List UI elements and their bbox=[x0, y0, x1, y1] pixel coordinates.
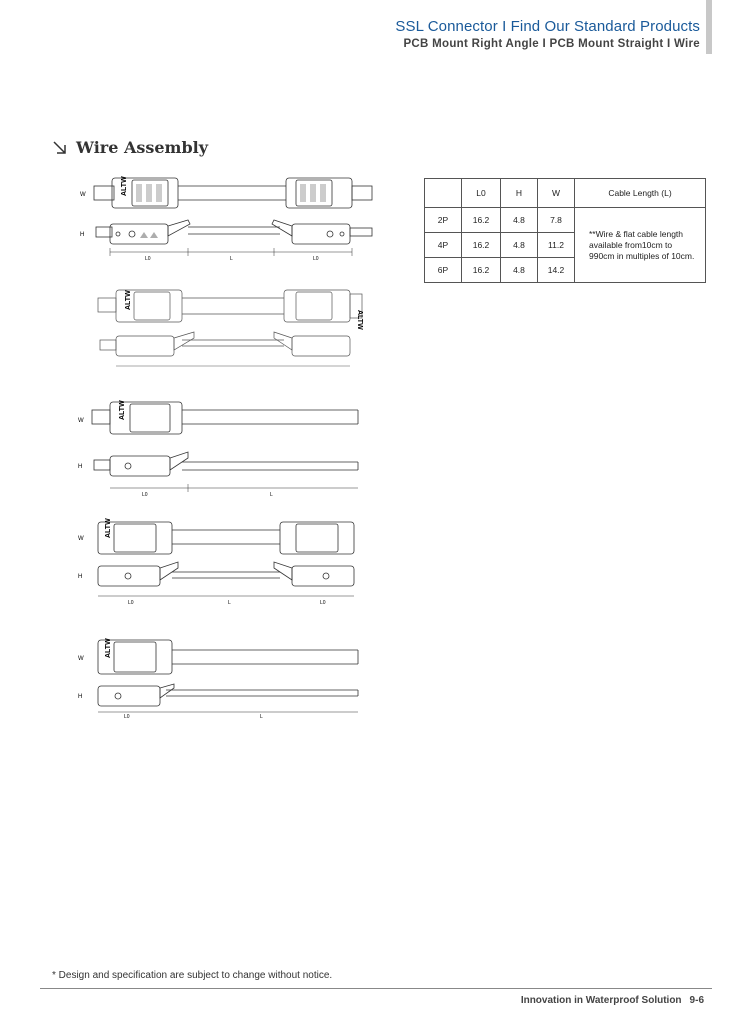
page-number: 9-6 bbox=[689, 995, 704, 1006]
dim-l-label: L bbox=[230, 256, 233, 262]
brand-mark-3: ALTW bbox=[125, 290, 132, 310]
table-row bbox=[425, 208, 706, 233]
section-title: Wire Assembly bbox=[76, 138, 209, 157]
brand-mark: ALTW bbox=[121, 176, 128, 196]
drawing-assembly-2 bbox=[70, 286, 390, 374]
table-header: L0 bbox=[462, 179, 501, 208]
dim-w-label-3: W bbox=[78, 418, 84, 424]
cell-type: 4P bbox=[425, 233, 462, 258]
dim-l0-label-5: L0 bbox=[320, 600, 326, 604]
dim-l0-label-3: L0 bbox=[142, 492, 148, 496]
dim-w-label-4: W bbox=[78, 536, 84, 542]
dim-w-label-5: W bbox=[78, 656, 84, 662]
footer-text: Innovation in Waterproof Solution bbox=[520, 995, 682, 1006]
cell-w: 11.2 bbox=[538, 233, 575, 258]
dim-w-label: W bbox=[80, 192, 86, 198]
cell-h: 4.8 bbox=[501, 208, 538, 233]
table-header: W bbox=[538, 179, 575, 208]
brand-mark-5: ALTW bbox=[105, 518, 112, 538]
dim-l0-label-4: L0 bbox=[128, 600, 134, 604]
table-header-row bbox=[425, 179, 706, 208]
footer bbox=[521, 995, 704, 1006]
cell-h: 4.8 bbox=[501, 233, 538, 258]
header-subtitle: PCB Mount Right Angle I PCB Mount Straight I Wire bbox=[403, 38, 700, 50]
drawing-assembly-1 bbox=[70, 172, 390, 264]
dim-h-label-5: H bbox=[78, 694, 83, 700]
header-accent-bar bbox=[706, 0, 712, 54]
table-header: Cable Length (L) bbox=[575, 179, 706, 208]
footer-divider bbox=[40, 988, 712, 989]
dim-h-label: H bbox=[80, 232, 85, 238]
cell-h: 4.8 bbox=[501, 258, 538, 283]
dim-h-label-3: H bbox=[78, 464, 83, 470]
table-header bbox=[425, 179, 462, 208]
spec-table bbox=[424, 178, 706, 283]
cell-type: 2P bbox=[425, 208, 462, 233]
drawing-assembly-3 bbox=[70, 400, 370, 496]
brand-mark-6: ALTW bbox=[105, 638, 112, 658]
dim-l-label-5: L bbox=[260, 714, 263, 720]
cell-l0: 16.2 bbox=[462, 258, 501, 283]
dim-l0-label: L0 bbox=[145, 256, 151, 262]
cell-l0: 16.2 bbox=[462, 233, 501, 258]
dim-h-label-4: H bbox=[78, 574, 83, 580]
cable-length-note: **Wire & flat cable length available from10cm to 990cm in multiples of 10cm. bbox=[575, 208, 706, 283]
cell-l0: 16.2 bbox=[462, 208, 501, 233]
dim-l0-label-2: L0 bbox=[313, 256, 319, 262]
drawing-assembly-5 bbox=[70, 634, 370, 720]
brand-mark-4: ALTW bbox=[119, 400, 126, 420]
dim-l-label-4: L bbox=[228, 600, 231, 604]
footnote: * Design and specification are subject to change without notice. bbox=[52, 970, 333, 981]
brand-mark-2: ALTW bbox=[356, 310, 363, 330]
header-title: SSL Connector I Find Our Standard Products bbox=[395, 18, 700, 35]
cell-type: 6P bbox=[425, 258, 462, 283]
section-heading bbox=[52, 138, 208, 157]
cell-w: 14.2 bbox=[538, 258, 575, 283]
dim-l0-label-6: L0 bbox=[124, 714, 130, 720]
diagonal-arrow-icon bbox=[52, 140, 68, 156]
table-header: H bbox=[501, 179, 538, 208]
dim-l-label-3: L bbox=[270, 492, 273, 496]
drawing-assembly-4 bbox=[70, 518, 370, 604]
cell-w: 7.8 bbox=[538, 208, 575, 233]
